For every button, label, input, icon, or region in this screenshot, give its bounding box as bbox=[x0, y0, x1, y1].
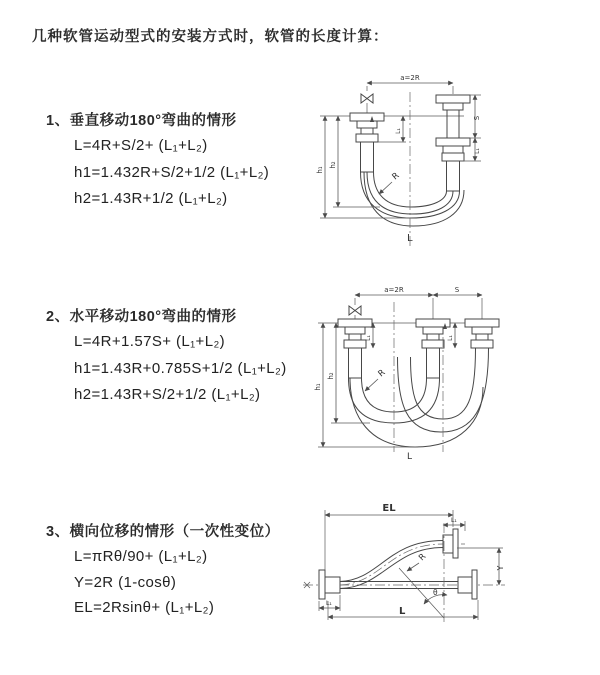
section-2-formula-L: L=4R+1.57S+ (L₁+L₂) bbox=[74, 333, 226, 350]
d1-right-braid bbox=[447, 161, 460, 191]
d1-l-label: L bbox=[407, 233, 413, 244]
d2-h1-label: h₁ bbox=[314, 383, 322, 391]
section-1-formula-h2: h2=1.43R+1/2 (L₁+L₂) bbox=[74, 190, 228, 207]
d3-theta-label: θ bbox=[433, 588, 438, 597]
d2-dim-span bbox=[355, 286, 482, 319]
d2-l-label: L bbox=[407, 452, 413, 462]
d1-h1-label: h₁ bbox=[316, 166, 324, 174]
diagram-lateral-displacement bbox=[295, 498, 591, 648]
d1-radius-callout bbox=[379, 171, 402, 194]
section-1-formula-h1: h1=1.432R+S/2+1/2 (L₁+L₂) bbox=[74, 164, 270, 181]
section-1-formula-L: L=4R+S/2+ (L₁+L₂) bbox=[74, 137, 208, 154]
section-2-heading: 2、水平移动180°弯曲的情形 bbox=[46, 309, 237, 325]
d3-y-label: Y bbox=[496, 565, 505, 571]
d3-dim-el bbox=[325, 503, 453, 570]
d1-hose-arcs bbox=[361, 170, 465, 226]
d2-h2-label: h₂ bbox=[327, 372, 335, 380]
d1-h2-label: h₂ bbox=[329, 161, 337, 169]
d1-l1-left-label: L₁ bbox=[395, 128, 402, 134]
d3-upper-flange bbox=[443, 529, 458, 558]
diagram-vertical-180-bend bbox=[312, 66, 552, 262]
d3-right-flange bbox=[458, 570, 477, 599]
d2-l1-left-label: L₁ bbox=[365, 335, 372, 341]
d3-l1-top-label: L₁ bbox=[451, 517, 457, 524]
section-3-formula-EL: EL=2Rsinθ+ (L₁+L₂) bbox=[74, 599, 215, 616]
d1-r-label: R bbox=[390, 170, 402, 183]
section-2-formula-h1: h1=1.43R+0.785S+1/2 (L₁+L₂) bbox=[74, 360, 287, 377]
d2-left-flange bbox=[338, 319, 372, 348]
d3-left-flange bbox=[319, 570, 340, 599]
d2-span-label: a=2R bbox=[384, 286, 404, 294]
d1-valve-icon bbox=[361, 94, 373, 113]
section-3-formula-Y: Y=2R (1-cosθ) bbox=[74, 574, 177, 591]
section-2-formula-h2: h2=1.43R+S/2+1/2 (L₁+L₂) bbox=[74, 386, 261, 403]
page-title: 几种软管运动型式的安装方式时，软管的长度计算： bbox=[32, 29, 389, 45]
d2-s-label: S bbox=[454, 286, 460, 294]
d3-r-label: R bbox=[417, 551, 429, 564]
d2-radius-callout bbox=[365, 368, 388, 391]
diagram-horizontal-180-bend bbox=[310, 282, 555, 464]
d3-l1-left-label: L₁ bbox=[326, 600, 332, 607]
d1-left-braid bbox=[361, 142, 374, 172]
d2-left-braid bbox=[349, 348, 362, 378]
section-3-heading: 3、横向位移的情形（一次性变位） bbox=[46, 524, 280, 540]
d3-dim-l bbox=[328, 600, 478, 620]
d3-l-label: L bbox=[399, 606, 406, 617]
d1-left-flange bbox=[350, 113, 384, 142]
section-1-heading: 1、垂直移动180°弯曲的情形 bbox=[46, 113, 237, 129]
d1-l1-right-label: L₁ bbox=[474, 148, 481, 154]
d1-span-label: a=2R bbox=[400, 74, 420, 82]
section-3-formula-L: L=πRθ/90+ (L₁+L₂) bbox=[74, 548, 208, 565]
d2-l1-mid-label: L₁ bbox=[447, 335, 454, 341]
d1-right-flange-lower bbox=[436, 138, 470, 161]
d1-s-label: S bbox=[473, 115, 481, 121]
d1-dim-span bbox=[367, 74, 453, 94]
d3-el-label: EL bbox=[382, 503, 396, 514]
d1-right-flange-upper bbox=[436, 95, 470, 138]
d3-angle-theta bbox=[424, 588, 447, 604]
d2-right-flange bbox=[465, 319, 499, 348]
d2-hose-arcs bbox=[349, 348, 489, 447]
d2-middle-braid bbox=[427, 348, 440, 378]
d1-dim-s bbox=[470, 95, 481, 138]
d2-valve-icon bbox=[349, 306, 361, 319]
d2-r-label: R bbox=[376, 367, 388, 380]
